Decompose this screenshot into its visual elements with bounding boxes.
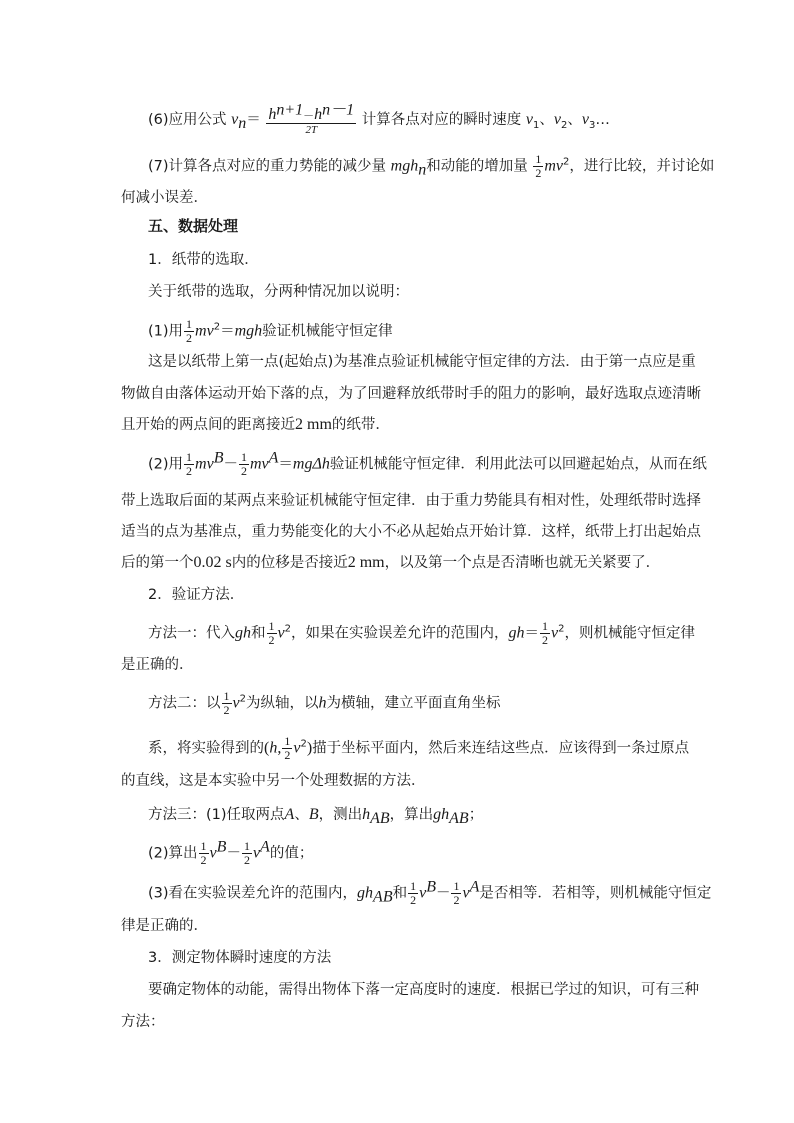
paragraph: 带上选取后面的某两点来验证机械能守恒定律．由于重力势能具有相对性，处理纸带时选择 [121,493,701,509]
paragraph: 后的第一个0.02 s内的位移是否接近2 mm，以及第一个点是否清晰也就无关紧要了． [121,554,661,571]
vn-symbol: v [231,111,239,128]
paragraph: 律是正确的． [121,918,208,934]
subsection-3-title: 3．测定物体瞬时速度的方法 [148,950,332,966]
subsection-2-title: 2．验证方法． [148,587,245,603]
method-3-step-3: (3)看在实验误差允许的范围内，$gh_{AB}$和 $\frac{1}{2}$ $v^B-$ $\frac{1}{2}$ $v^A$是否相等．若相等，则机械能守恒定 [148,878,712,907]
paragraph: 要确定物体的动能，需得出物体下落一定高度时的速度．根据已学过的知识，可有三种 [148,982,699,998]
step-7-cont: 何减小误差． [121,190,208,206]
paragraph: 系，将实验得到的(h, $\frac{1}{2}$ $v^2$)描于坐标平面内，然后来连结这些点．应该得到一条过原点 [148,734,690,762]
half-fraction: $\frac{1}{2}$ [535,152,542,180]
paragraph: 这是以纸带上第一点(起始点)为基准点验证机械能守恒定律的方法．由于第一点应是重 [148,354,696,370]
case-1: (1)用 $\frac{1}{2}$ $mv^2=mgh$验证机械能守恒定律 [148,317,393,345]
paragraph: 方法： [121,1014,165,1030]
step-7: (7)计算各点对应的重力势能的减少量 mgh$_n$和动能的增加量 $\frac{1}{2}$ $mv^2$，进行比较，并讨论如 [148,152,715,180]
step-6-prefix: (6)应用公式 [148,112,227,128]
vn-formula-fraction: $\frac{h^{n+1}-h^{n-1}}{2T}$ [268,101,355,136]
method-3-step-2: (2)算出 $\frac{1}{2}$ $v^B-$ $\frac{1}{2}$ $v^A$的值； [148,838,314,867]
method-2: 方法二：以 $\frac{1}{2}$ $v^2$为纵轴，以h为横轴，建立平面直角坐标 [148,689,501,717]
case-2: (2)用 $\frac{1}{2}$ $mv^B-$ $\frac{1}{2}$ $mv^A=mg\Delta h$验证机械能守恒定律．利用此法可以回避起始点，从而在纸 [148,449,707,478]
paragraph: 物做自由落体运动开始下落的点，为了回避释放纸带时手的阻力的影响，最好选取点迹清晰 [121,386,701,402]
method-3: 方法三：(1)任取两点A、B，测出$h_{AB}$，算出$gh_{AB}$； [148,806,484,827]
paragraph: 的直线，这是本实验中另一个处理数据的方法． [121,773,426,789]
paragraph: 是正确的． [121,657,194,673]
paragraph: 关于纸带的选取，分两种情况加以说明： [148,284,409,300]
step-6: (6)应用公式 $v_n=$ $\frac{h^{n+1}-h^{n-1}}{2T}$ 计算各点对应的瞬时速度 $v_1$、$v_2$、$v_3\dots$ [148,101,610,136]
section-heading: 五、数据处理 [148,217,239,235]
method-1: 方法一：代入gh和 $\frac{1}{2}$ $v^2$，如果在实验误差允许的范围内，gh＝ $\frac{1}{2}$ $v^2$，则机械能守恒定律 [148,619,695,647]
subsection-1-title: 1．纸带的选取． [148,252,259,268]
step-6-text: 计算各点对应的瞬时速度 [361,112,522,128]
paragraph: 适当的点为基准点，重力势能变化的大小不必从起始点开始计算．这样，纸带上打出起始点 [121,524,701,540]
paragraph: 且开始的两点间的距离接近2 mm的纸带． [121,416,390,433]
